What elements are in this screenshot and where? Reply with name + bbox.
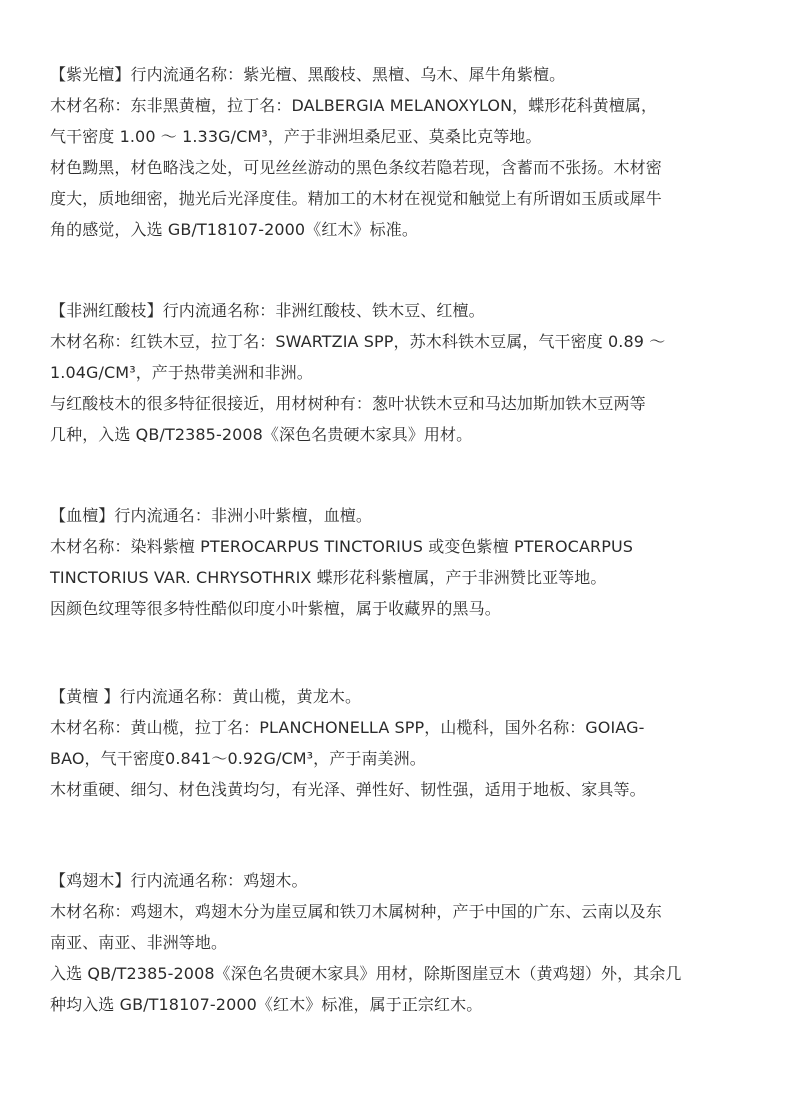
entry-text-line: 因颜色纹理等很多特性酷似印度小叶紫檀，属于收藏界的黑马。 bbox=[50, 599, 501, 618]
entry-heading: 【血檀】行内流通名：非洲小叶紫檀，血檀。 bbox=[50, 506, 373, 525]
entry-text-line: 与红酸枝木的很多特征很接近，用材树种有：葱叶状铁木豆和马达加斯加铁木豆两等 bbox=[50, 394, 646, 413]
entry-heading: 【紫光檀】行内流通名称：紫光檀、黑酸枝、黑檀、乌木、犀牛角紫檀。 bbox=[50, 65, 566, 84]
entry-text-line: 入选 QB/T2385-2008《深色名贵硬木家具》用材，除斯图崖豆木（黄鸡翅）外，其余几 bbox=[50, 964, 682, 983]
entry-heading: 【非洲红酸枝】行内流通名称：非洲红酸枝、铁木豆、红檀。 bbox=[50, 301, 485, 320]
entry-text-line: 木材名称：红铁木豆，拉丁名：SWARTZIA SPP，苏木科铁木豆属，气干密度 0.89 ～ bbox=[50, 332, 666, 351]
entry-text-line: 木材名称：鸡翅木，鸡翅木分为崖豆属和铁刀木属树种，产于中国的广东、云南以及东 bbox=[50, 902, 662, 921]
entry-text-line: 材色黝黑，材色略浅之处，可见丝丝游动的黑色条纹若隐若现，含蓄而不张扬。木材密 bbox=[50, 158, 662, 177]
entry-heading: 【鸡翅木】行内流通名称：鸡翅木。 bbox=[50, 871, 308, 890]
wood-entry-ji-chi-mu bbox=[50, 865, 750, 1020]
entry-text-line: 几种，入选 QB/T2385-2008《深色名贵硬木家具》用材。 bbox=[50, 425, 473, 444]
entry-text-line: 1.04G/CM³，产于热带美洲和非洲。 bbox=[50, 363, 313, 382]
entry-text-line: TINCTORIUS VAR. CHRYSOTHRIX 蝶形花科紫檀属，产于非洲赞比亚等地。 bbox=[50, 568, 607, 587]
wood-entry-huang-tan bbox=[50, 681, 750, 805]
entry-text-line: 木材名称：染料紫檀 PTEROCARPUS TINCTORIUS 或变色紫檀 PTEROCARPUS bbox=[50, 537, 634, 556]
entry-text-line: 角的感觉，入选 GB/T18107-2000《红木》标准。 bbox=[50, 220, 418, 239]
entry-text-line: 南亚、南亚、非洲等地。 bbox=[50, 933, 228, 952]
entry-text-line: 木材重硬、细匀、材色浅黄均匀，有光泽、弹性好、韧性强，适用于地板、家具等。 bbox=[50, 780, 646, 799]
entry-text-line: BAO，气干密度0.841～0.92G/CM³，产于南美洲。 bbox=[50, 749, 426, 768]
wood-entry-african-rosewood bbox=[50, 295, 750, 450]
entry-heading: 【黄檀 】行内流通名称：黄山榄，黄龙木。 bbox=[50, 687, 362, 706]
entry-text-line: 木材名称：黄山榄，拉丁名：PLANCHONELLA SPP，山榄科，国外名称：GOIAG- bbox=[50, 718, 645, 737]
entry-text-line: 木材名称：东非黑黄檀，拉丁名：DALBERGIA MELANOXYLON，蝶形花科黄檀属， bbox=[50, 96, 658, 115]
entry-text-line: 种均入选 GB/T18107-2000《红木》标准，属于正宗红木。 bbox=[50, 995, 483, 1014]
entry-text-line: 气干密度 1.00 ～ 1.33G/CM³，产于非洲坦桑尼亚、莫桑比克等地。 bbox=[50, 127, 542, 146]
wood-entry-zi-guang-tan bbox=[50, 59, 750, 245]
entry-text-line: 度大，质地细密，抛光后光泽度佳。精加工的木材在视觉和触觉上有所谓如玉质或犀牛 bbox=[50, 189, 662, 208]
wood-entry-xue-tan bbox=[50, 500, 750, 624]
